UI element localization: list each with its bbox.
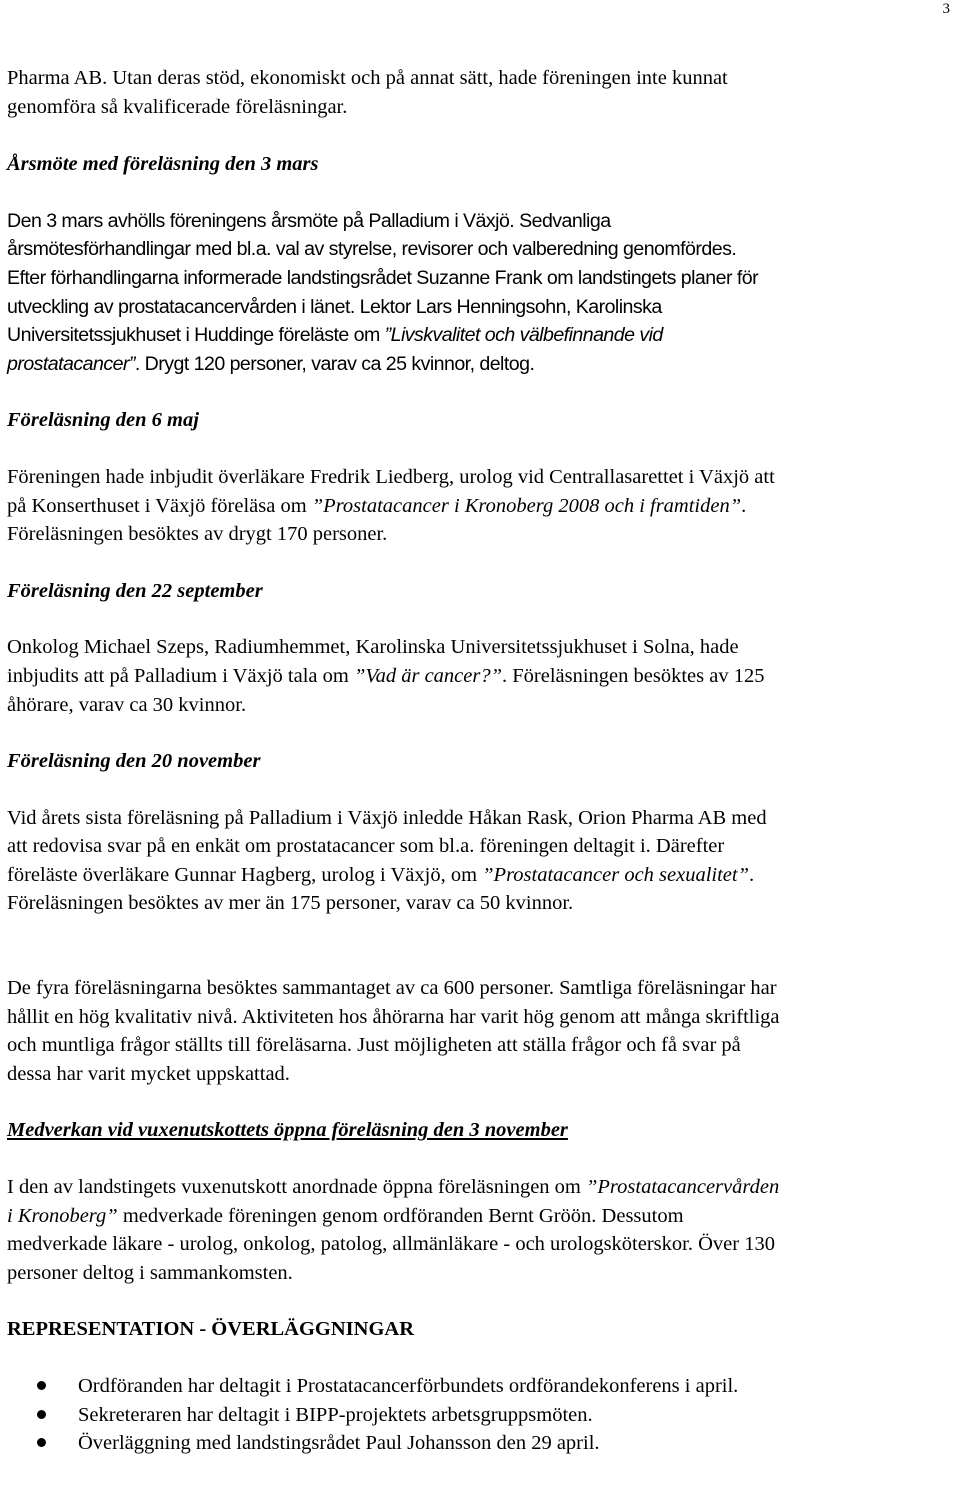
lecture-title-sexualitet: ”Prostatacancer och sexualitet” [482, 863, 749, 886]
paragraph-22-september [7, 633, 959, 719]
lecture-title-prostatacancervarden: ”Prostatacancervården [586, 1176, 780, 1199]
arsmote-line-6-text: . Drygt 120 personer, varav ca 25 kvinnor, deltog. [134, 352, 535, 375]
sep-line-3: åhörare, varav ca 30 kvinnor. [7, 693, 247, 716]
lecture-title-livskvalitet: ”Livskvalitet och välbefinnande vid [384, 324, 663, 347]
bullet-icon [37, 1410, 46, 1419]
arsmote-line-4-text-b: Lektor Lars Henningsohn, Karolinska [354, 295, 662, 318]
sep-line-2-text: inbjudits att på Palladium i Växjö tala om [7, 664, 354, 687]
sep-line-2 [7, 662, 959, 691]
nov-line-3-end: . [749, 863, 755, 886]
lecture-title-livskvalitet-cont: prostatacancer” [7, 352, 135, 375]
vuxen-line-2 [7, 1202, 959, 1231]
arsmote-line-4 [7, 293, 959, 322]
summary-line-4: dessa har varit mycket uppskattad. [7, 1062, 290, 1085]
maj-line-2-text: på Konserthuset i Växjö föreläsa om [7, 494, 312, 517]
spacer [7, 918, 959, 974]
section-heading-6-maj: Föreläsning den 6 maj [7, 409, 199, 432]
bullet-icon [37, 1438, 46, 1447]
arsmote-line-5-text: Universitetssjukhuset i Huddinge föreläste om [7, 324, 385, 347]
nov-line-3-text: föreläste överläkare Gunnar Hagberg, urolog i Växjö, om [7, 863, 483, 886]
intro-line-2: genomföra så kvalificerade föreläsningar. [7, 95, 348, 118]
bullet-icon [37, 1381, 46, 1390]
nov-line-2: att redovisa svar på en enkät om prostatacancer som bl.a. föreningen deltagit i. Därefter [7, 835, 725, 858]
representation-list [7, 1372, 959, 1458]
spacer [7, 1287, 959, 1315]
sep-line-1: Onkolog Michael Szeps, Radiumhemmet, Karolinska Universitetssjukhuset i Solna, hade [7, 636, 739, 659]
summary-line-3: och muntliga frågor ställts till föreläsarna. Just möjligheten att ställa frågor och få svar på [7, 1034, 741, 1057]
paragraph-vuxenutskott [7, 1173, 959, 1287]
paragraph-summary [7, 974, 959, 1088]
spacer [7, 719, 959, 747]
maj-line-1: Föreningen hade inbjudit överläkare Fredrik Liedberg, urolog vid Centrallasarettet i Växjö att [7, 465, 775, 488]
paragraph-6-maj [7, 463, 959, 549]
paragraph-arsmote [7, 207, 959, 379]
page-number: 3 [942, 1, 950, 17]
section-heading-20-november: Föreläsning den 20 november [7, 750, 261, 773]
arsmote-line-3: Efter förhandlingarna informerade landstingsrådet Suzanne Frank om landstingets planer för [7, 266, 759, 289]
vuxen-line-1 [7, 1173, 959, 1202]
spacer [7, 121, 959, 150]
paragraph-20-november [7, 804, 959, 918]
list-item-text: Sekreteraren har deltagit i BIPP-projektets arbetsgruppsmöten. [78, 1403, 593, 1426]
lecture-title-vad-ar-cancer: ”Vad är cancer?” [353, 664, 503, 687]
intro-line-1: Pharma AB. Utan deras stöd, ekonomiskt och på annat sätt, hade föreningen inte kunnat [7, 67, 728, 89]
spacer [7, 605, 959, 633]
document-body [7, 64, 959, 1458]
nov-line-4: Föreläsningen besöktes av mer än 175 personer, varav ca 50 kvinnor. [7, 892, 574, 915]
spacer [7, 1344, 959, 1372]
spacer [7, 549, 959, 577]
vuxen-line-2-text: medverkade föreningen genom ordföranden Bernt Gröön. Dessutom [117, 1204, 684, 1227]
maj-line-3: Föreläsningen besöktes av drygt 170 personer. [7, 523, 388, 546]
section-heading-arsmote: Årsmöte med föreläsning den 3 mars [7, 153, 319, 176]
nov-line-3 [7, 861, 959, 890]
spacer [7, 1088, 959, 1116]
maj-line-2-end: . [741, 494, 747, 517]
summary-line-1: De fyra föreläsningarna besöktes sammantaget av ca 600 personer. Samtliga föreläsningar har [7, 977, 777, 1000]
section-heading-22-september: Föreläsning den 22 september [7, 579, 263, 602]
list-item [7, 1429, 959, 1458]
arsmote-line-5 [7, 321, 959, 350]
arsmote-line-6 [7, 350, 959, 379]
list-item-text: Överläggning med landstingsrådet Paul Johansson den 29 april. [78, 1432, 600, 1455]
arsmote-line-2: årsmötesförhandlingar med bl.a. val av styrelse, revisorer och valberedning genomfördes. [7, 238, 737, 261]
list-item [7, 1401, 959, 1430]
section-heading-representation: REPRESENTATION - ÖVERLÄGGNINGAR [7, 1318, 415, 1341]
nov-line-1: Vid årets sista föreläsning på Palladium i Växjö inledde Håkan Rask, Orion Pharma AB med [7, 806, 767, 829]
vuxen-line-4: personer deltog i sammankomsten. [7, 1261, 293, 1284]
section-heading-vuxenutskott: Medverkan vid vuxenutskottets öppna föreläsning den 3 november [7, 1119, 568, 1142]
spacer [7, 179, 959, 207]
list-item-text: Ordföranden har deltagit i Prostatacancerförbundets ordförandekonferens i april. [78, 1375, 739, 1397]
spacer [7, 1145, 959, 1173]
spacer [7, 776, 959, 804]
spacer [7, 435, 959, 463]
maj-line-2 [7, 492, 959, 521]
arsmote-line-4-text: utveckling av prostatacancervården i länet. [7, 295, 355, 318]
summary-line-2: hållit en hög kvalitativ nivå. Aktiviteten hos åhörarna har varit hög genom att många skriftliga [7, 1005, 780, 1028]
sep-line-2-end: . Föreläsningen besöktes av 125 [502, 664, 765, 687]
vuxen-line-3: medverkade läkare - urolog, onkolog, patolog, allmänläkare - och urologsköterskor. Över 130 [7, 1233, 775, 1256]
list-item [7, 1372, 959, 1401]
lecture-title-kronoberg-2008: ”Prostatacancer i Kronoberg 2008 och i framtiden” [311, 494, 742, 517]
spacer [7, 378, 959, 406]
arsmote-line-1: Den 3 mars avhölls föreningens årsmöte på Palladium i Växjö. Sedvanliga [7, 209, 611, 232]
lecture-title-prostatacancervarden-cont: i Kronoberg” [7, 1204, 118, 1227]
vuxen-line-1-text: I den av landstingets vuxenutskott anordnade öppna föreläsningen om [7, 1176, 586, 1199]
